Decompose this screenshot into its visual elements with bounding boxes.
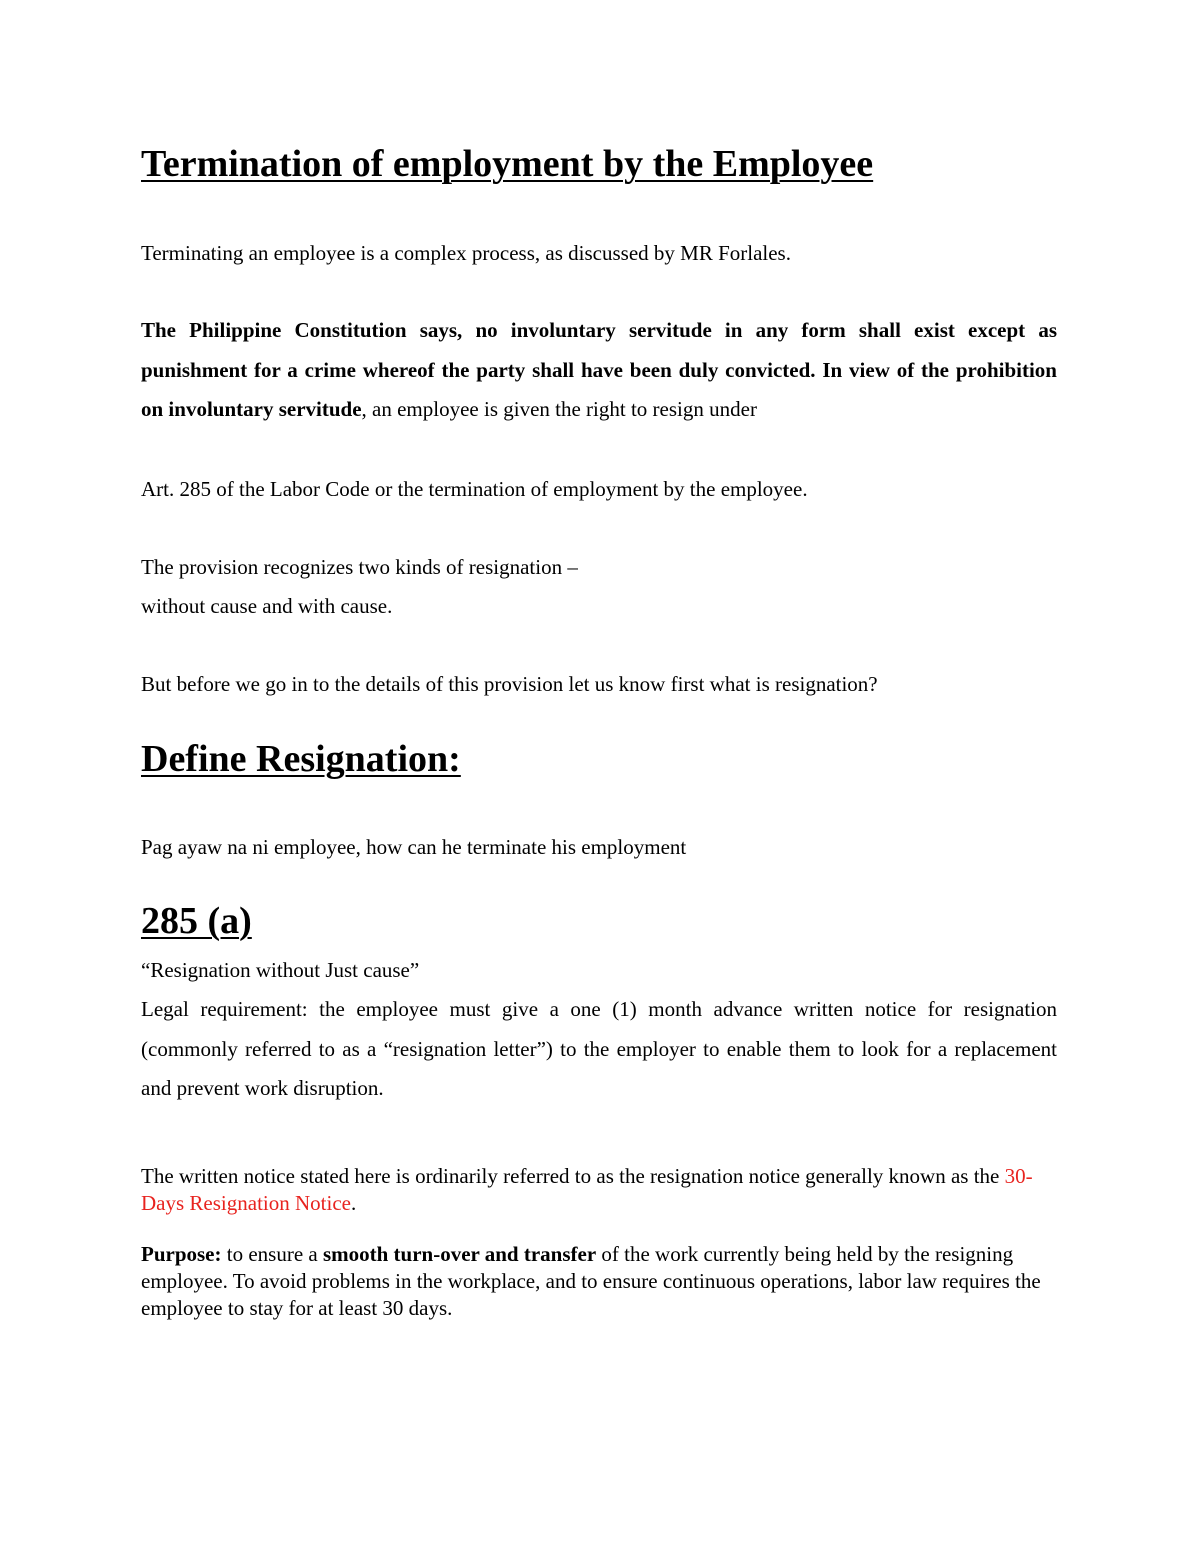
define-resignation-heading: Define Resignation: bbox=[141, 738, 461, 780]
question-paragraph: But before we go in to the details of this provision let us know first what is resignation? bbox=[141, 672, 878, 696]
purpose-part-2: of the work currently being held by the resigning employee. To avoid problems in the workplace, and to ensure continuous operations, labor law requires the employee to stay for at least 30 days. bbox=[141, 1242, 1041, 1320]
purpose-label: Purpose: bbox=[141, 1242, 222, 1266]
constitution-rest-text: , an employee is given the right to resign under bbox=[361, 397, 757, 421]
intro-paragraph: Terminating an employee is a complex process, as discussed by MR Forlales. bbox=[141, 241, 791, 265]
constitution-paragraph bbox=[141, 311, 1057, 430]
article-paragraph: Art. 285 of the Labor Code or the termination of employment by the employee. bbox=[141, 477, 808, 501]
legal-requirement-paragraph: Legal requirement: the employee must give a one (1) month advance written notice for resignation (commonly referred to as a “resignation letter”) to the employer to enable them to look for a replacement and prevent work disruption. bbox=[141, 997, 1057, 1100]
notice-text: The written notice stated here is ordinarily referred to as the resignation notice generally known as the bbox=[141, 1164, 1005, 1188]
kinds-line-2: without cause and with cause. bbox=[141, 594, 393, 618]
purpose-bold-text: smooth turn-over and transfer bbox=[322, 1242, 597, 1266]
notice-paragraph bbox=[141, 1163, 1057, 1217]
notice-highlight: 30-Days Resignation Notice bbox=[141, 1164, 1033, 1215]
purpose-part-1: to ensure a bbox=[221, 1242, 323, 1266]
define-resignation-text: Pag ayaw na ni employee, how can he terminate his employment bbox=[141, 835, 687, 859]
notice-end: . bbox=[350, 1191, 357, 1215]
document-title: Termination of employment by the Employee bbox=[141, 143, 874, 185]
kinds-line-1: The provision recognizes two kinds of resignation – bbox=[141, 555, 578, 579]
section-285a-heading: 285 (a) bbox=[141, 900, 252, 942]
purpose-paragraph bbox=[141, 1241, 1057, 1322]
section-quote: “Resignation without Just cause” bbox=[141, 958, 420, 982]
constitution-bold-text: The Philippine Constitution says, no involuntary servitude in any form shall exist except as punishment for a crime whereof the party shall have been duly convicted. In view of the prohibition on involuntary servitude bbox=[141, 318, 1057, 421]
